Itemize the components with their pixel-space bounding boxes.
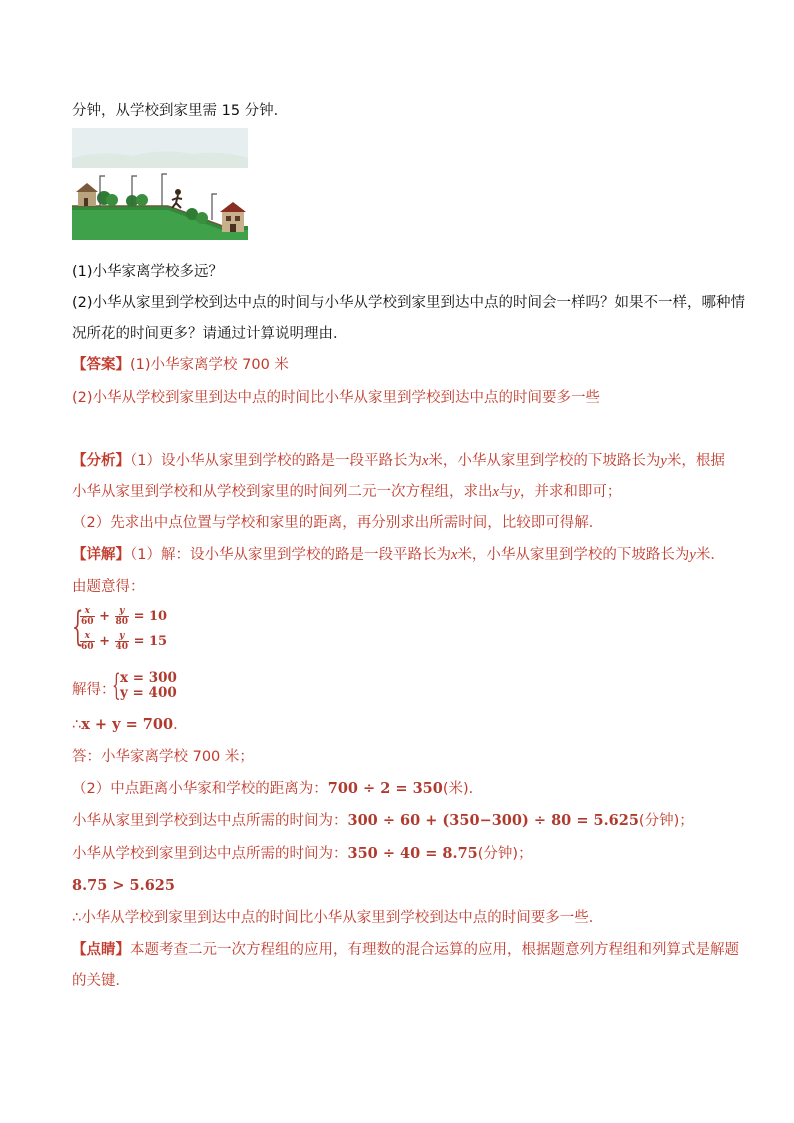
- part2-row: [72, 779, 483, 799]
- eq1-num-2: y: [115, 606, 130, 617]
- eq2-den-2: 40: [115, 642, 129, 652]
- answer-tag: 【答案】: [72, 357, 130, 373]
- sum-row: [72, 715, 188, 735]
- equation-system: [72, 606, 192, 656]
- eq1-plus: +: [99, 609, 110, 624]
- comment-tag: 【点睛】: [72, 942, 130, 958]
- analysis-line-2: [72, 482, 621, 502]
- eq1-rhs: = 10: [133, 609, 168, 624]
- eq2-num-2: y: [115, 631, 130, 642]
- variable-y: y: [513, 484, 520, 500]
- question-2-line-2: 况所花的时间更多？请通过计算说明理由．: [72, 326, 348, 342]
- eq1-den-1: 60: [81, 617, 94, 627]
- time1-row: [72, 811, 694, 831]
- question-2-line-1: (2)小华从家里到学校到达中点的时间与小华从学校到家里到达中点的时间会一样吗？如果不一样，哪种情: [72, 295, 746, 311]
- variable-y: y: [689, 547, 696, 563]
- sum-expression: x + y = 700: [81, 716, 174, 733]
- variable-x: x: [450, 547, 458, 563]
- eq2-plus: +: [99, 634, 110, 649]
- part2-label: （2）中点距离小华家和学校的距离为：: [72, 781, 328, 797]
- comment-line-2: 的关键．: [72, 973, 130, 989]
- answer-row: [72, 355, 289, 375]
- comparison: 8.75 > 5.625: [72, 877, 175, 894]
- analysis-text: 米，根据: [666, 453, 725, 469]
- variable-x: x: [492, 484, 499, 500]
- comment-text: 本题考查二元一次方程组的应用，有理数的混合运算的应用，根据题意列方程组和列算式是解题: [130, 942, 739, 958]
- sum-period: ．: [173, 717, 188, 733]
- part2-unit: (米)．: [442, 781, 484, 797]
- analysis-text: 小华从家里到学校和从学校到家里的时间列二元一次方程组，求出: [72, 484, 493, 500]
- analysis-text: 与: [498, 484, 514, 500]
- analysis-line-1: [72, 451, 725, 471]
- analysis-tag: 【分析】: [72, 453, 130, 469]
- time2-row: [72, 844, 533, 864]
- road-illustration: [72, 128, 248, 240]
- solution-system: [112, 670, 182, 702]
- eq2-num-1: x: [80, 631, 95, 642]
- analysis-line-3: （2）先求出中点位置与学校和家里的距离，再分别求出所需时间，比较即可得解．: [72, 515, 604, 531]
- solution-y: y = 400: [120, 685, 177, 701]
- comment-line-1: [72, 940, 739, 960]
- question-1: (1)小华家离学校多远？: [72, 264, 224, 280]
- time1-expression: 300 ÷ 60 + (350−300) ÷ 80 = 5.625: [347, 812, 639, 829]
- detail-tag: 【详解】: [72, 547, 130, 563]
- analysis-text: ，并求和即可；: [519, 484, 622, 500]
- left-brace: {: [72, 604, 84, 650]
- therefore-symbol: ∴: [72, 717, 82, 733]
- solution-brace: {: [112, 668, 121, 703]
- answer-1: (1)小华家离学校 700 米: [130, 357, 289, 373]
- conclusion: ∴小华从学校到家里到达中点的时间比小华从家里到学校到达中点的时间要多一些．: [72, 910, 604, 926]
- solve-row: [72, 680, 116, 700]
- part2-expression: 700 ÷ 2 = 350: [327, 780, 443, 797]
- time1-unit: (分钟)；: [638, 813, 694, 829]
- detail-text: （1）解：设小华从家里到学校的路是一段平路长为: [130, 547, 451, 563]
- time2-expression: 350 ÷ 40 = 8.75: [347, 845, 478, 862]
- detail-line-1: [72, 545, 725, 565]
- answer-2: (2)小华从学校到家里到达中点的时间比小华从家里到学校到达中点的时间要多一些: [72, 390, 601, 406]
- detail-text: 米，小华从家里到学校的下坡路长为: [457, 547, 690, 563]
- solve-label: 解得：: [72, 682, 116, 698]
- by-problem-label: 由题意得：: [72, 579, 145, 595]
- analysis-text: 米，小华从家里到学校的下坡路长为: [428, 453, 661, 469]
- detail-text: 米．: [695, 547, 725, 563]
- eq1-num-1: x: [80, 606, 95, 617]
- variable-x: x: [421, 453, 429, 469]
- answer-text: 答：小华家离学校 700 米；: [72, 749, 254, 765]
- analysis-text: （1）设小华从家里到学校的路是一段平路长为: [130, 453, 422, 469]
- solution-x: x = 300: [120, 670, 177, 686]
- eq1-den-2: 80: [115, 617, 129, 627]
- time2-unit: (分钟)；: [477, 846, 533, 862]
- eq2-den-1: 60: [81, 642, 94, 652]
- time2-label: 小华从学校到家里到达中点所需的时间为：: [72, 846, 348, 862]
- time1-label: 小华从家里到学校到达中点所需的时间为：: [72, 813, 348, 829]
- equation-2: [80, 631, 167, 652]
- equation-1: [80, 606, 167, 627]
- variable-y: y: [660, 453, 667, 469]
- eq2-rhs: = 15: [133, 634, 168, 649]
- intro-line: 分钟，从学校到家里需 15 分钟．: [72, 103, 289, 119]
